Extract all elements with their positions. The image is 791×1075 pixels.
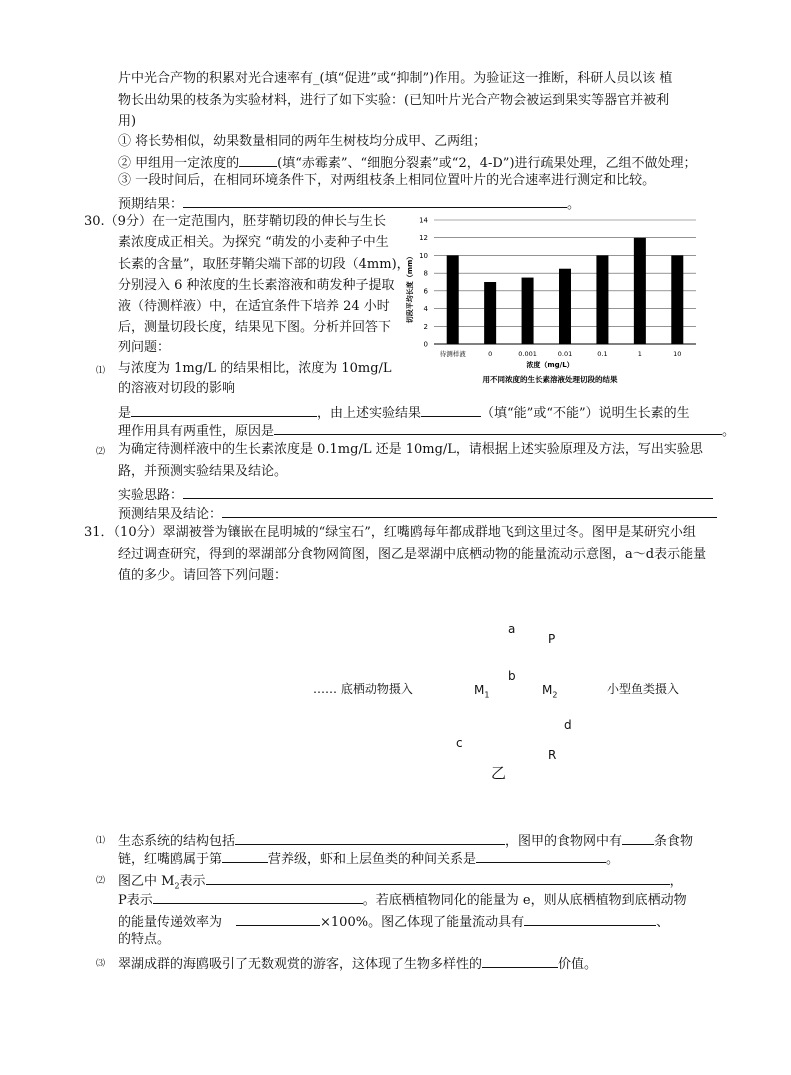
chart-y-label: 切段平均长度（mm） <box>406 252 414 324</box>
answer-blank[interactable] <box>153 889 363 904</box>
q31-1-text-e: 营养级，虾和上层鱼类的种间关系是 <box>268 852 477 867</box>
q31-2-text-f: 的能量传递效率为 <box>118 915 223 930</box>
q30-1-text-c: 是 <box>118 406 132 421</box>
answer-blank[interactable] <box>421 402 481 417</box>
q30-1-line-f <box>118 420 735 441</box>
q30-2-line-c <box>118 484 713 505</box>
label-m2: $M_2$ <box>542 683 558 700</box>
q30-line-7: 列问题： <box>118 340 171 355</box>
label-d: d <box>564 718 572 732</box>
q31-1-text-f: 。 <box>606 852 620 867</box>
expected-result-label: 预期结果： <box>118 197 184 212</box>
answer-blank[interactable] <box>482 953 558 968</box>
chart-x-ticks <box>440 349 682 358</box>
answer-blank[interactable] <box>239 152 277 167</box>
q31-3-text-b: 价值。 <box>558 957 598 972</box>
step-2 <box>118 152 697 173</box>
answer-blank[interactable] <box>183 193 567 208</box>
answer-blank[interactable] <box>235 830 505 845</box>
q30-1-line-b: 的溶液对切段的影响 <box>118 381 236 396</box>
bar <box>559 269 571 344</box>
q31-1-text-b: ，图甲的食物网中有 <box>505 834 623 849</box>
q30-num-2: ⑵ <box>96 447 106 457</box>
y-tick-label: 14 <box>419 216 428 225</box>
q30-line-4: 分别浸入 6 种浓度的生长素溶液和萌发种子提取 <box>118 278 395 293</box>
answer-blank[interactable] <box>524 911 656 926</box>
diagram-caption: 乙 <box>491 764 507 782</box>
q31-line-3: 值的多少。请回答下列问题： <box>118 568 288 583</box>
q31-2-text-d: P表示 <box>118 893 153 908</box>
x-tick-label: 0 <box>488 350 493 358</box>
y-tick-label: 0 <box>423 340 428 349</box>
answer-blank[interactable] <box>236 911 320 926</box>
top-line-3: 用) <box>118 114 137 129</box>
q31-2-text-h: 、 <box>656 915 670 930</box>
q31-line-2: 经过调查研究，得到的翠湖部分食物网简图，图乙是翠湖中底栖动物的能量流动示意图，a～d表示能量 <box>118 547 707 562</box>
chart-x-label: 浓度（mg/L） <box>526 361 574 369</box>
q31-2-sub: 2 <box>174 881 180 891</box>
q30-1-text-g: 。 <box>722 424 736 439</box>
q31-2-line-b <box>118 889 687 910</box>
answer-blank[interactable] <box>622 830 654 845</box>
top-line-1: 片中光合产物的积累对光合速率有_(填“促进”或“抑制”)作用。为验证这一推断，科研人员以该 植 <box>118 71 673 86</box>
y-tick-label: 2 <box>423 322 428 331</box>
label-b: b <box>508 669 516 683</box>
q31-1-line-b <box>118 848 619 869</box>
bar <box>671 255 683 344</box>
q31-num-2: ⑵ <box>96 876 106 886</box>
q30-line-2: 素浓度成正相关。为探究 “萌发的小麦种子中生 <box>118 235 389 250</box>
q31-2-text-e: 。若底栖植物同化的能量为 e，则从底栖植物到底栖动物 <box>362 893 687 908</box>
label-c: c <box>456 736 463 750</box>
q31-3-line-a <box>118 953 597 974</box>
q31-2-text-b: 表示 <box>179 874 206 889</box>
answer-blank[interactable] <box>274 420 722 435</box>
bar-chart <box>400 212 700 387</box>
q30-2-line-b: 路，并预测实验结果及结论。 <box>118 464 288 479</box>
bar <box>447 255 459 344</box>
expected-result-end: 。 <box>567 197 581 212</box>
q31-line-1: 31．（10分）翠湖被誉为镶嵌在昆明城的“绿宝石”，红嘴鸥每年都成群地飞到这里过冬。图甲是某研究小组 <box>84 525 696 540</box>
answer-blank[interactable] <box>131 402 317 417</box>
answer-blank[interactable] <box>222 848 268 863</box>
y-tick-label: 10 <box>419 251 428 260</box>
x-tick-label: 0.01 <box>557 350 573 358</box>
q30-1-text-f: 理作用具有两重性，原因是 <box>118 424 275 439</box>
bar <box>634 238 646 344</box>
label-r: R <box>548 748 557 762</box>
q30-2-line-d <box>118 503 717 524</box>
x-tick-label: 待测样液 <box>439 350 466 358</box>
label-p: P <box>548 632 556 646</box>
x-tick-label: 0.1 <box>597 350 608 358</box>
chart-y-ticks <box>419 217 428 349</box>
step-1: ① 将长势相似，幼果数量相同的两年生树枝均分成甲、乙两组； <box>118 134 487 149</box>
q30-1-text-d: ，由上述实验结果 <box>317 406 422 421</box>
chart-title: 用不同浓度的生长素溶液处理切段的结果 <box>482 375 618 384</box>
q30-1-text-e: （填“能”或“不能”）说明生长素的生 <box>481 406 690 421</box>
q31-2-text-g: ×100%。图乙体现了能量流动具有 <box>320 915 525 930</box>
x-tick-label: 10 <box>673 350 682 358</box>
q31-1-text-d: 链，红嘴鸥属于第 <box>118 852 223 867</box>
step-2-text-b: (填“赤霉素”、“细胞分裂素”或“2，4-D”)进行疏果处理，乙组不做处理； <box>277 156 697 171</box>
answer-blank[interactable] <box>476 848 606 863</box>
expected-result <box>118 193 580 214</box>
answer-blank[interactable] <box>206 870 670 885</box>
bar <box>522 278 534 344</box>
q30-line-5: 液（待测样液）中，在适宜条件下培养 24 小时 <box>118 299 390 314</box>
q30-line-3: 长素的含量”，取胚芽鞘尖端下部的切段（4mm)， <box>118 257 410 272</box>
label-m1: $M_1$ <box>474 683 490 700</box>
y-tick-label: 6 <box>423 287 428 296</box>
q30-line-1: 30.（9分）在一定范围内，胚芽鞘切段的伸长与生长 <box>84 214 386 229</box>
q30-2-line-a: 为确定待测样液中的生长素浓度是 0.1mg/L 还是 10mg/L，请根据上述实验原理及方法，写出实验思 <box>118 442 703 457</box>
step-3: ③ 一段时间后，在相同环境条件下，对两组枝条上相同位置叶片的光合速率进行测定和比较。 <box>118 173 656 188</box>
q31-2-line-c <box>118 911 669 932</box>
result-label: 预测结果及结论： <box>118 507 223 522</box>
small-fish-intake: 小型鱼类摄入 <box>607 682 680 696</box>
q30-num-1: ⑴ <box>96 366 106 376</box>
answer-blank[interactable] <box>222 503 717 518</box>
q31-num-3: ⑶ <box>96 959 106 969</box>
x-tick-label: 1 <box>637 350 642 358</box>
y-tick-label: 8 <box>423 269 428 278</box>
bar <box>484 282 496 344</box>
x-tick-label: 0.001 <box>518 350 537 358</box>
label-a: a <box>508 622 516 636</box>
q30-1-line-a: 与浓度为 1mg/L 的结果相比，浓度为 10mg/L <box>118 361 392 376</box>
idea-label: 实验思路： <box>118 488 184 503</box>
y-tick-label: 4 <box>423 305 428 314</box>
y-tick-label: 12 <box>419 234 428 243</box>
bar <box>596 255 608 344</box>
benthic-intake: …… 底栖动物摄入 <box>313 682 413 696</box>
q31-3-text-a: 翠湖成群的海鸥吸引了无数观赏的游客，这体现了生物多样性的 <box>118 957 483 972</box>
q31-1-text-a: 生态系统的结构包括 <box>118 834 236 849</box>
q31-2-text-c: ， <box>669 874 683 889</box>
answer-blank[interactable] <box>183 484 713 499</box>
q31-2-line-d: 的特点。 <box>118 932 171 947</box>
step-2-text-a: ② 甲组用一定浓度的 <box>118 156 240 171</box>
q31-1-text-c: 条食物 <box>654 834 694 849</box>
q31-num-1: ⑴ <box>96 836 106 846</box>
q30-line-6: 后，测量切段长度，结果见下图。分析并回答下 <box>118 320 392 335</box>
q31-2-text-a: 图乙中 M <box>118 874 175 889</box>
top-line-2: 物长出幼果的枝条为实验材料，进行了如下实验：(已知叶片光合产物会被运到果实等器官并被利 <box>118 93 670 108</box>
